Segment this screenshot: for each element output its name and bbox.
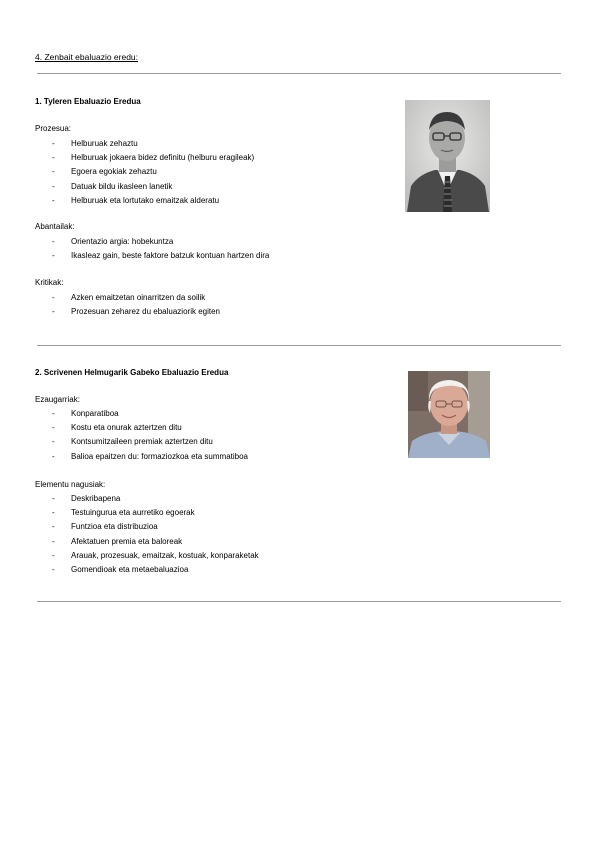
section1-critique-label: Kritikak: xyxy=(35,278,64,287)
list-item: - Datuak bildu ikasleen lanetik xyxy=(52,181,173,191)
list-item: - Afektatuen premia eta baloreak xyxy=(52,536,183,546)
scriven-portrait-image xyxy=(408,371,490,458)
list-item: - Gomendioak eta metaebaluazioa xyxy=(52,564,189,574)
list-item: - Egoera egokiak zehaztu xyxy=(52,167,157,177)
scriven-portrait-photo xyxy=(408,371,490,458)
divider-middle xyxy=(37,345,561,346)
list-item: - Orientazio argia: hobekuntza xyxy=(52,237,174,246)
section1-advantages-list xyxy=(52,235,269,263)
tyler-portrait-photo xyxy=(405,100,490,212)
section1-process-list xyxy=(52,137,254,208)
list-item: - Prozesuan zeharez du ebaluaziorik egiten xyxy=(52,307,220,317)
list-item: - Konparatiboa xyxy=(52,409,119,418)
divider-top xyxy=(37,73,561,74)
section1-advantages-label: Abantailak: xyxy=(35,222,75,231)
page-heading: 4. Zenbait ebaluazio eredu: xyxy=(35,52,139,62)
list-item: - Kostu eta onurak aztertzen ditu xyxy=(52,423,182,433)
section2-elements-label: Elementu nagusiak: xyxy=(35,480,106,489)
section1-title: 1. Tyleren Ebaluazio Eredua xyxy=(35,97,141,106)
list-item: - Helburuak eta lortutako emaitzak alderatu xyxy=(52,195,220,205)
section1-process-label: Prozesua: xyxy=(35,124,72,133)
list-item: - Kontsumitzaileen premiak aztertzen ditu xyxy=(52,437,213,447)
divider-bottom xyxy=(37,601,561,602)
list-item: - Deskribapena xyxy=(52,494,121,503)
section2-features-label: Ezaugarriak: xyxy=(35,395,80,404)
list-item: - Funtzioa eta distribuzioa xyxy=(52,522,158,532)
list-item: - Azken emaitzetan oinarritzen da soilik xyxy=(52,293,206,302)
list-item: - Ikasleaz gain, beste faktore batzuk kontuan hartzen dira xyxy=(52,251,270,261)
tyler-portrait-image xyxy=(405,100,490,212)
section2-features-list xyxy=(52,407,248,464)
list-item: - Helburuak jokaera bidez definitu (helburu eragileak) xyxy=(52,153,255,163)
list-item: - Helburuak zehaztu xyxy=(52,139,138,148)
section2-elements-list xyxy=(52,492,259,577)
list-item: - Arauak, prozesuak, emaitzak, kostuak, konparaketak xyxy=(52,550,259,560)
list-item: - Testuingurua eta aurretiko egoerak xyxy=(52,508,195,518)
list-item: - Balioa epaitzen du: formaziozkoa eta summatiboa xyxy=(52,451,248,461)
section1-critique-list xyxy=(52,291,220,319)
section2-title: 2. Scrivenen Helmugarik Gabeko Ebaluazio Eredua xyxy=(35,368,229,377)
